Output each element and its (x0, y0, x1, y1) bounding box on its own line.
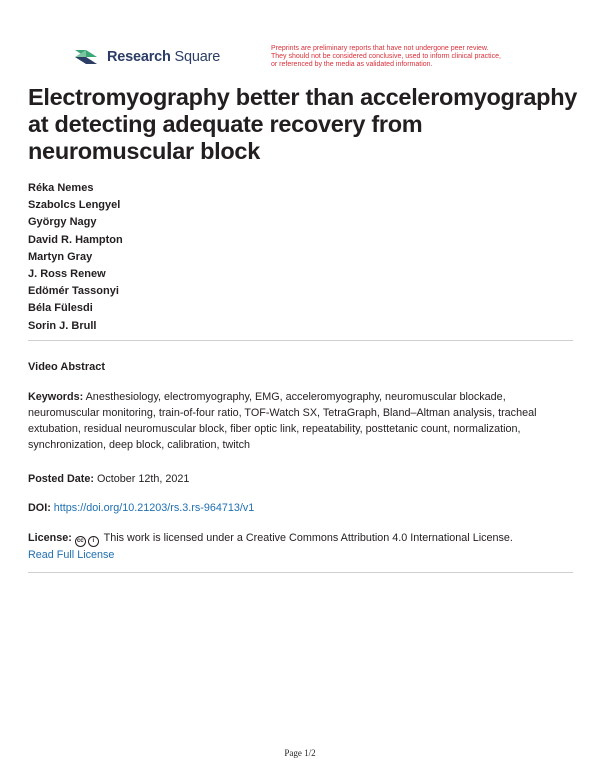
divider (28, 572, 573, 573)
author-name: Martyn Gray (28, 250, 93, 263)
posted-date-value: October 12th, 2021 (97, 473, 190, 485)
keywords-value: Anesthesiology, electromyography, EMG, acceleromyography, neuromuscular blockade, neuromuscular monitoring, train-of-four ratio, TOF-Watch SX, TetraGraph, Bland–Altman analysis, tracheal extubation, residual neuromuscular block, fiber optic link, repeatability, posttetanic count, normalization, synchronization, deep block, calibration, twitch (28, 391, 537, 451)
author-name: György Nagy (28, 216, 97, 229)
preprint-notice (271, 45, 541, 69)
license (28, 530, 578, 563)
logo-text-light: Square (174, 49, 221, 65)
author-name: Szabolcs Lengyel (28, 199, 121, 212)
posted-date (28, 471, 578, 487)
preprint-notice-line: Preprints are preliminary reports that have not undergone peer review. (271, 45, 489, 52)
divider (28, 340, 573, 341)
license-label: License: (28, 532, 72, 544)
posted-date-label: Posted Date: (28, 473, 94, 485)
keywords-label: Keywords: (28, 391, 84, 403)
author-name: Béla Fülesdi (28, 302, 93, 315)
doi-label: DOI: (28, 502, 51, 514)
page-number: Page 1/2 (284, 748, 316, 758)
research-square-logo[interactable] (73, 47, 220, 67)
preprint-notice-line: or referenced by the media as validated information. (271, 61, 433, 68)
logo-text-bold: Research (107, 49, 171, 65)
read-full-license-link[interactable]: Read Full License (28, 549, 115, 561)
by-icon: i (88, 536, 99, 547)
author-name: David R. Hampton (28, 233, 123, 246)
doi-link[interactable]: https://doi.org/10.21203/rs.3.rs-964713/v1 (53, 502, 255, 514)
author-name: Edömér Tassonyi (28, 285, 119, 298)
author-name: Sorin J. Brull (28, 319, 97, 332)
license-text: This work is licensed under a Creative Commons Attribution 4.0 International License. (103, 532, 513, 544)
logo-text (107, 49, 220, 65)
author-name: J. Ross Renew (28, 268, 106, 281)
paper-title: Electromyography better than acceleromyography at detecting adequate recovery from neuromuscular block (28, 84, 578, 164)
video-abstract-heading: Video Abstract (28, 361, 106, 373)
preprint-notice-line: They should not be considered conclusive, used to inform clinical practice, (271, 53, 501, 60)
author-name: Réka Nemes (28, 182, 94, 194)
author-list (28, 180, 123, 335)
doi (28, 500, 578, 516)
cc-icon: cc (75, 536, 86, 547)
keywords (28, 389, 578, 453)
research-square-logo-icon (73, 47, 99, 67)
